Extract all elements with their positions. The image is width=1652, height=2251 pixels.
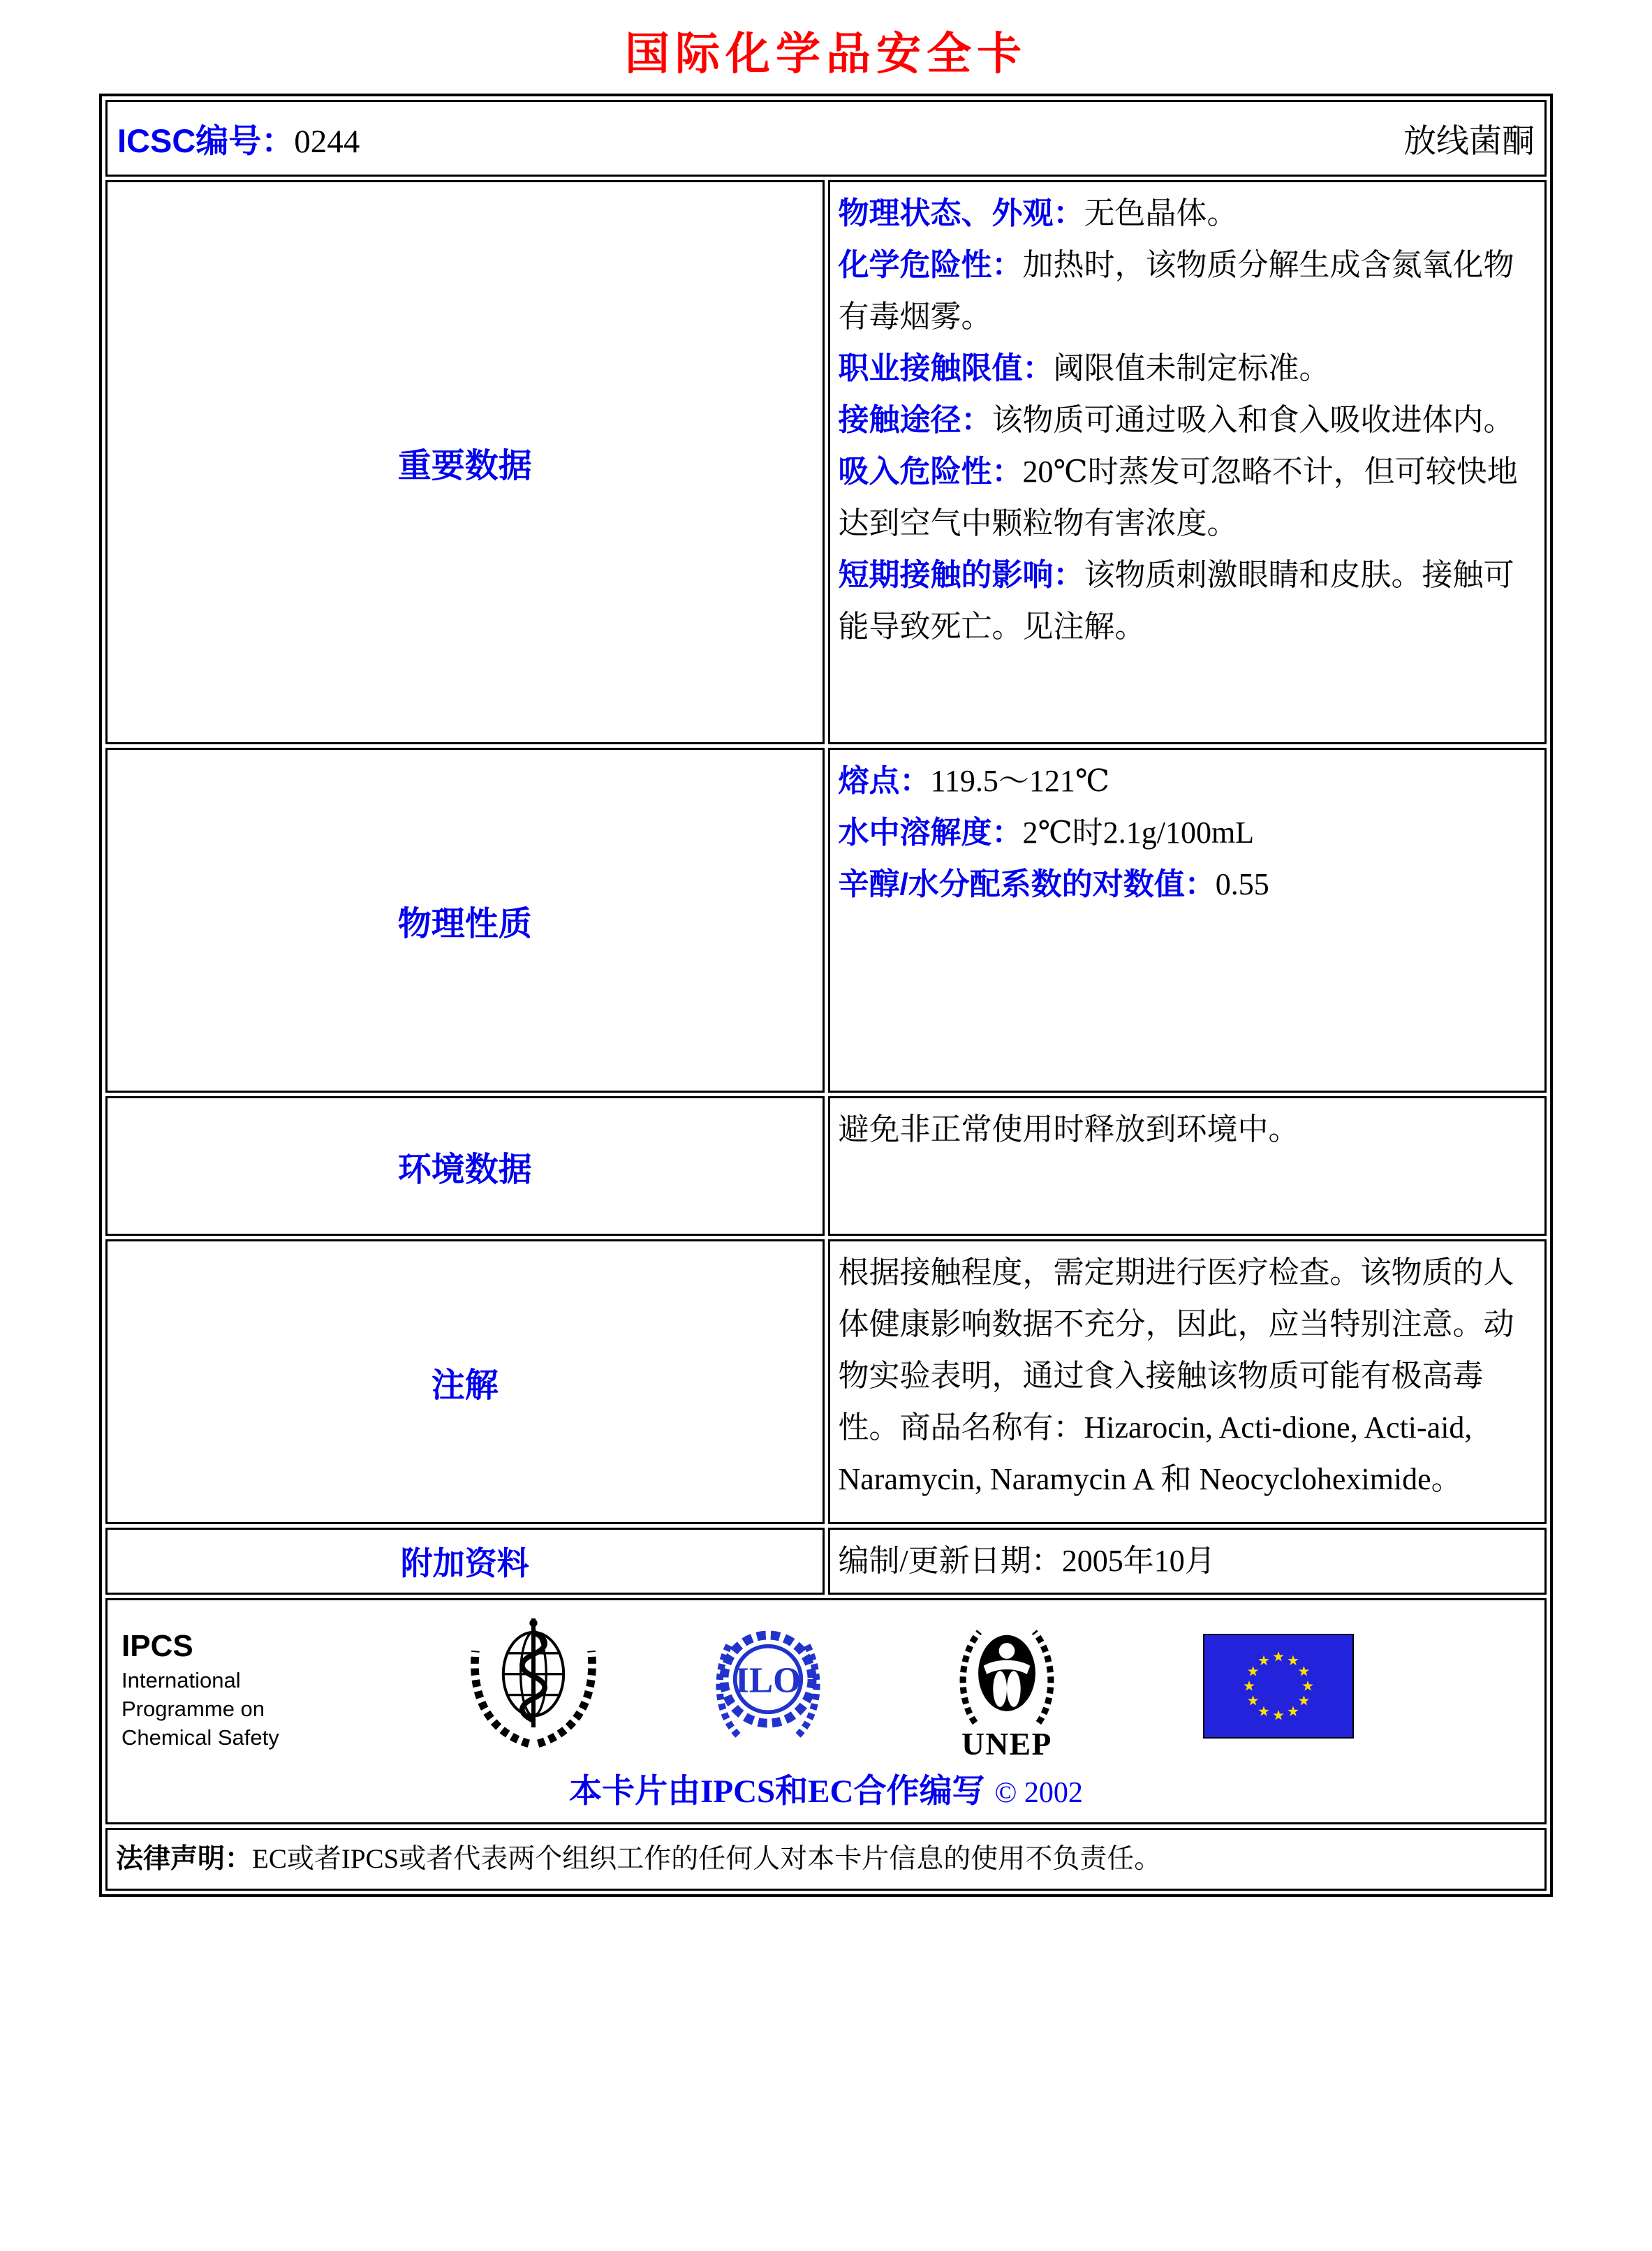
- field-exposure-routes: [839, 394, 1534, 446]
- logos-cell: [105, 1598, 1547, 1824]
- legal-text: EC或者IPCS或者代表两个组织工作的任何人对本卡片信息的使用不负责任。: [252, 1844, 1162, 1874]
- unep-letters: UNEP: [961, 1726, 1052, 1761]
- ipcs-line-2: Programme on: [121, 1697, 265, 1721]
- section-label-important-data: 重要数据: [105, 180, 825, 744]
- section-label-additional-info: 附加资料: [105, 1528, 825, 1595]
- field-value: 0.55: [1215, 867, 1269, 901]
- icsc-number-group: [117, 115, 360, 162]
- ipcs-line-3: Chemical Safety: [121, 1725, 279, 1750]
- legal-row: [105, 1828, 1547, 1891]
- field-label: 吸入危险性：: [838, 455, 1023, 489]
- field-value: 119.5～121℃: [930, 764, 1110, 798]
- field-label: 熔点：: [838, 764, 931, 798]
- field-short-term-effects: [839, 549, 1534, 653]
- ilo-letters: ILO: [735, 1660, 802, 1701]
- ilo-logo-icon: [708, 1617, 828, 1741]
- credit-line: [121, 1765, 1531, 1812]
- eu-flag-icon: [1203, 1634, 1354, 1739]
- field-label: 物理状态、外观：: [838, 196, 1084, 230]
- legal-label: 法律声明：: [116, 1844, 253, 1874]
- field-label: 辛醇/水分配系数的对数值：: [838, 867, 1216, 901]
- important-data-content: [828, 180, 1547, 744]
- field-label: 编制/更新日期：: [838, 1544, 1062, 1578]
- field-value: 该物质刺激眼睛和皮肤。接触可能导致死亡。见注解。: [838, 558, 1514, 644]
- unep-logo-icon: [943, 1613, 1070, 1761]
- field-label: 职业接触限值：: [838, 351, 1054, 385]
- header-cell: [105, 100, 1547, 177]
- field-label: 水中溶解度：: [838, 815, 1023, 850]
- field-value: 阈限值未制定标准。: [1053, 351, 1330, 385]
- ipcs-line-1: International: [121, 1668, 241, 1692]
- field-value: 加热时，该物质分解生成含氮氧化物有毒烟雾。: [838, 248, 1514, 334]
- ipcs-text-block: [121, 1627, 331, 1752]
- field-value: 无色晶体。: [1084, 196, 1238, 230]
- ipcs-title: IPCS: [121, 1629, 193, 1663]
- field-label: 化学危险性：: [838, 248, 1023, 282]
- credit-text: 本卡片由IPCS和EC合作编写: [569, 1773, 985, 1810]
- field-environment: 避免非正常使用时释放到环境中。: [838, 1112, 1299, 1146]
- field-value: 20℃时蒸发可忽略不计，但可较快地达到空气中颗粒物有害浓度。: [838, 455, 1518, 540]
- icsc-number-value: 0244: [294, 123, 360, 160]
- important-data-row: [105, 180, 1547, 744]
- field-value: 2005年10月: [1061, 1544, 1216, 1578]
- header-row: [105, 100, 1547, 177]
- logos-row: [105, 1598, 1547, 1824]
- field-notes: 根据接触程度，需定期进行医疗检查。该物质的人体健康影响数据不充分，因此，应当特别注意。动物实验表明，通过食入接触该物质可能有极高毒性。商品名称有：Hizarocin, Acti-dione, Acti-aid, Naramycin, Naramycin A 和 Neocycloheximide。: [838, 1255, 1514, 1496]
- chemical-name: 放线菌酮: [1403, 123, 1535, 160]
- page-title: 国际化学品安全卡: [625, 28, 1027, 80]
- legal-cell: [105, 1828, 1547, 1891]
- section-label-notes: 注解: [105, 1239, 825, 1524]
- section-label-environmental-data: 环境数据: [105, 1096, 825, 1236]
- additional-info-row: [105, 1528, 1547, 1595]
- notes-content: [828, 1239, 1547, 1524]
- field-value: 2℃时2.1g/100mL: [1022, 815, 1255, 850]
- who-logo-icon: [464, 1611, 603, 1748]
- field-update-date: [839, 1535, 1537, 1587]
- credit-year: © 2002: [994, 1777, 1083, 1809]
- field-label: 接触途径：: [838, 403, 992, 437]
- section-label-physical-properties: 物理性质: [105, 748, 825, 1093]
- environmental-data-content: [828, 1096, 1547, 1236]
- physical-properties-content: [828, 748, 1547, 1093]
- field-inhalation-risk: [839, 446, 1534, 549]
- field-logp: [839, 859, 1534, 910]
- notes-row: [105, 1239, 1547, 1524]
- field-physical-state: [839, 188, 1534, 239]
- field-melting-point: [839, 755, 1534, 807]
- icsc-card-table: [99, 94, 1553, 1897]
- field-occupational-limit: [839, 343, 1534, 394]
- physical-properties-row: [105, 748, 1547, 1093]
- environmental-data-row: [105, 1096, 1547, 1236]
- icsc-number-label: ICSC编号：: [117, 121, 295, 159]
- field-label: 短期接触的影响：: [838, 558, 1084, 592]
- additional-info-content: [828, 1528, 1547, 1595]
- field-water-solubility: [839, 807, 1534, 859]
- field-value: 该物质可通过吸入和食入吸收进体内。: [991, 403, 1514, 437]
- field-chemical-danger: [839, 239, 1534, 343]
